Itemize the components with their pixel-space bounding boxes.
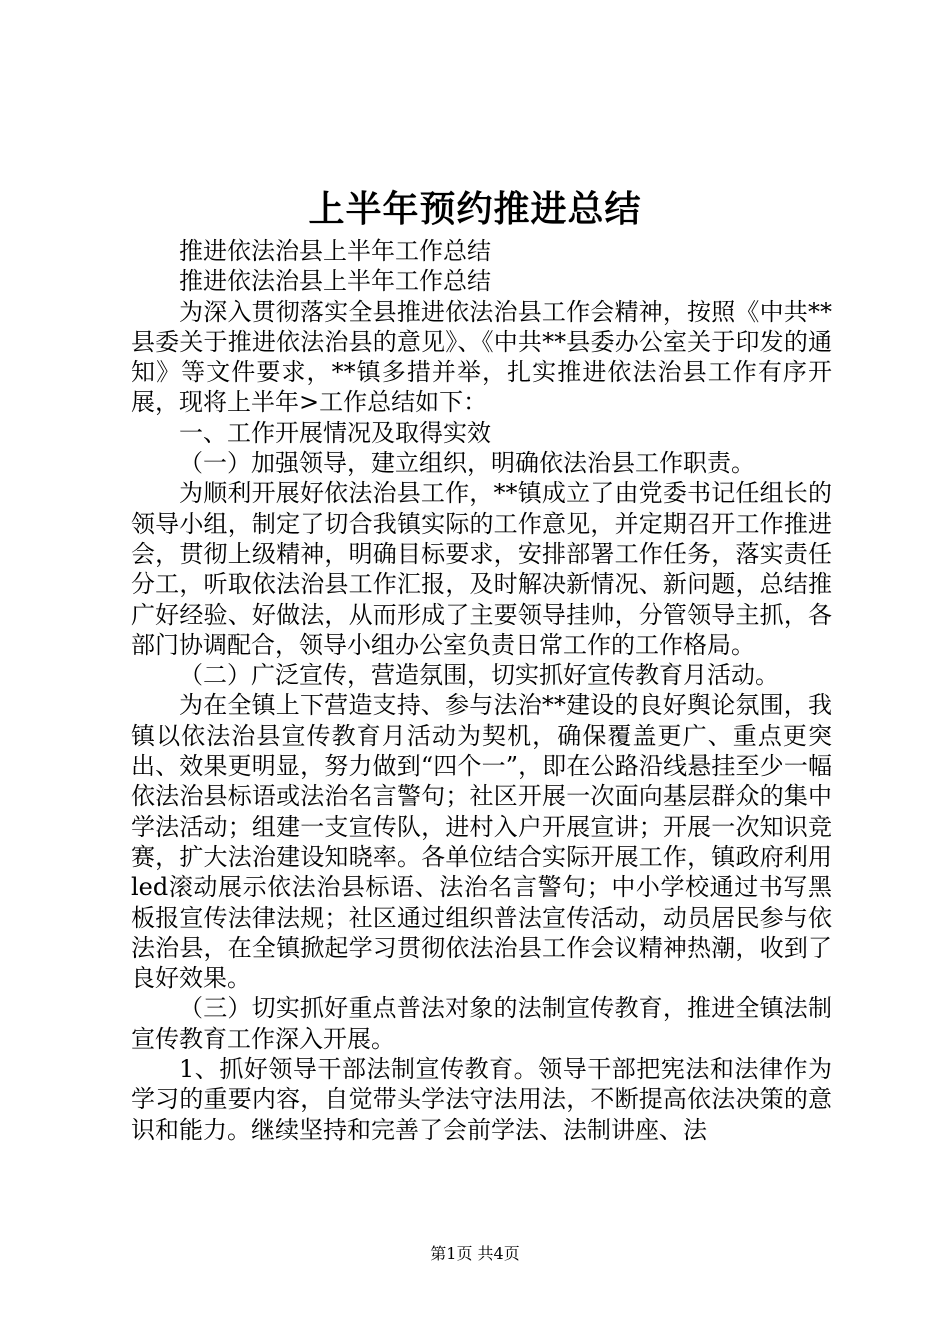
paragraph-leadership: 为顺利开展好依法治县工作，**镇成立了由党委书记任组长的领导小组，制定了切合我镇实际的工作意见，并定期召开工作推进会，贯彻上级精神，明确目标要求，安排部署工作任务，落实责任分工，听取依法治县工作汇报，及时解决新情况、新问题，总结推广好经验、好做法，从而形成了主要领导挂帅，分管领导主抓，各部门协调配合，领导小组办公室负责日常工作的工作格局。 <box>131 479 832 659</box>
paragraph-subtitle-2: 推进依法治县上半年工作总结 <box>179 267 491 296</box>
document-title: 上半年预约推进总结 <box>308 188 642 230</box>
page-footer: 第1页 共4页 <box>430 1244 520 1263</box>
paragraph-publicity: 为在全镇上下营造支持、参与法治**建设的良好舆论氛围，我镇以依法治县宣传教育月活动为契机，确保覆盖更广、重点更突出、效果更明显，努力做到“四个一”，即在公路沿线悬挂至少一幅依法治县标语或法治名言警句；社区开展一次面向基层群众的集中学法活动；组建一支宣传队，进村入户开展宣讲；开展一次知识竞赛，扩大法治建设知晓率。各单位结合实际开展工作，镇政府利用led滚动展示依法治县标语、法治名言警句；中小学校通过书写黑板报宣传法律法规；社区通过组织普法宣传活动，动员居民参与依法治县，在全镇掀起学习贯彻依法治县工作会议精神热潮，收到了良好效果。 <box>131 691 832 993</box>
subsection-heading-3: （三）切实抓好重点普法对象的法制宣传教育，推进全镇法制宣传教育工作深入开展。 <box>131 994 832 1053</box>
paragraph-cadre-education: 1、抓好领导干部法制宣传教育。领导干部把宪法和法律作为学习的重要内容，自觉带头学法守法用法，不断提高依法决策的意识和能力。继续坚持和完善了会前学法、法制讲座、法 <box>131 1055 832 1144</box>
paragraph-intro: 为深入贯彻落实全县推进依法治县工作会精神，按照《中共**县委关于推进依法治县的意见》、《中共**县委办公室关于印发的通知》等文件要求，**镇多措并举，扎实推进依法治县工作有序开展，现将上半年>工作总结如下： <box>131 297 832 417</box>
section-heading-1: 一、工作开展情况及取得实效 <box>179 418 491 447</box>
paragraph-subtitle-1: 推进依法治县上半年工作总结 <box>179 237 491 265</box>
subsection-heading-2: （二）广泛宣传，营造氛围，切实抓好宣传教育月活动。 <box>179 661 779 690</box>
document-body <box>131 236 832 1145</box>
subsection-heading-1: （一）加强领导，建立组织，明确依法治县工作职责。 <box>179 449 755 478</box>
